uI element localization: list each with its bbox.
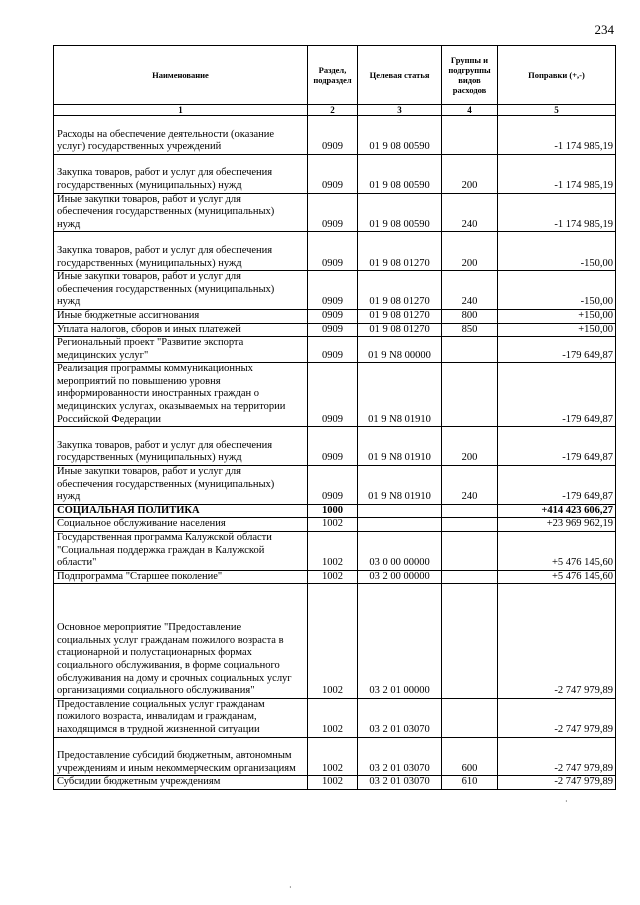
row-group: 850 [442, 323, 498, 337]
row-name-line: нужд [57, 218, 81, 230]
column-number: 4 [442, 105, 498, 116]
row-section: 1002 [308, 518, 358, 532]
table-body [54, 116, 616, 790]
row-amount: +414 423 606,27 [498, 504, 616, 518]
row-name [54, 776, 308, 790]
row-name-line: Основное мероприятие "Предоставление [57, 622, 242, 634]
row-amount: -150,00 [498, 271, 616, 310]
row-section: 1002 [308, 776, 358, 790]
row-group: 240 [442, 466, 498, 505]
table-row [54, 532, 616, 571]
row-name [54, 154, 308, 193]
row-name-line: учреждениям и иным некоммерческим организациям [57, 762, 296, 774]
row-group: 200 [442, 154, 498, 193]
row-name-line: Субсидии бюджетным учреждениям [57, 776, 221, 788]
row-name-line: медицинских услугах, оказываемых на территории [57, 401, 286, 413]
row-amount: -2 747 979,89 [498, 584, 616, 698]
row-target: 03 2 00 00000 [358, 570, 442, 584]
table-row [54, 518, 616, 532]
row-group: 600 [442, 737, 498, 776]
table-row [54, 584, 616, 698]
row-group [442, 532, 498, 571]
row-target: 01 9 08 00590 [358, 154, 442, 193]
row-name-line: Расходы на обеспечение деятельности (оказание [57, 128, 275, 140]
row-section: 0909 [308, 271, 358, 310]
header-section: Раздел, подраздел [308, 46, 358, 105]
row-name-line: Государственная программа Калужской области [57, 532, 272, 543]
row-section: 1002 [308, 532, 358, 571]
row-section: 0909 [308, 466, 358, 505]
row-amount: -2 747 979,89 [498, 776, 616, 790]
row-target: 01 9 N8 00000 [358, 337, 442, 363]
row-name-line: Закупка товаров, работ и услуг для обеспечения [57, 167, 273, 179]
row-target: 03 2 01 00000 [358, 584, 442, 698]
table-row [54, 309, 616, 323]
row-name-line: Предоставление социальных услуг гражданам [57, 698, 265, 710]
column-number: 3 [358, 105, 442, 116]
row-section: 0909 [308, 427, 358, 466]
row-amount: -2 747 979,89 [498, 737, 616, 776]
row-name [54, 309, 308, 323]
row-target: 01 9 N8 01910 [358, 466, 442, 505]
row-amount: +23 969 962,19 [498, 518, 616, 532]
row-name [54, 193, 308, 232]
table-row [54, 154, 616, 193]
row-name-line: Уплата налогов, сборов и иных платежей [57, 323, 241, 335]
table-row [54, 466, 616, 505]
table-row [54, 232, 616, 271]
table-row [54, 698, 616, 737]
row-amount: -179 649,87 [498, 466, 616, 505]
mark-dot: · [565, 797, 568, 806]
row-name-line: обеспечения государственных (муниципальных) [57, 206, 275, 218]
table-row [54, 193, 616, 232]
row-name-line: Иные закупки товаров, работ и услуг для [57, 466, 241, 478]
row-name-line: Российской Федерации [57, 413, 161, 425]
table-row [54, 504, 616, 518]
row-name [54, 737, 308, 776]
row-amount: -179 649,87 [498, 337, 616, 363]
row-name-line: находящимся в трудной жизненной ситуации [57, 723, 260, 735]
table-row [54, 776, 616, 790]
table-row [54, 116, 616, 155]
row-target: 03 2 01 03070 [358, 698, 442, 737]
row-name [54, 532, 308, 571]
row-target: 01 9 08 00590 [358, 193, 442, 232]
row-name-line: государственных (муниципальных) нужд [57, 179, 242, 191]
row-group [442, 363, 498, 427]
row-amount: -150,00 [498, 232, 616, 271]
header-amendments: Поправки (+,-) [498, 46, 616, 105]
row-name-line: организациями социального обслуживания" [57, 685, 255, 697]
row-group [442, 337, 498, 363]
row-name-line: Предоставление субсидий бюджетным, автономным [57, 750, 292, 762]
row-target [358, 518, 442, 532]
header-group: Группы и подгруппы видов расходов [442, 46, 498, 105]
row-name-line: социальных услуг гражданам пожилого возраста в [57, 634, 284, 646]
row-group: 200 [442, 427, 498, 466]
row-amount: +5 476 145,60 [498, 532, 616, 571]
header-target: Целевая статья [358, 46, 442, 105]
row-name-line: Иные бюджетные ассигнования [57, 309, 200, 321]
row-name [54, 271, 308, 310]
row-amount: -179 649,87 [498, 363, 616, 427]
row-section: 0909 [308, 309, 358, 323]
budget-table [53, 45, 616, 790]
table-row [54, 427, 616, 466]
row-group: 800 [442, 309, 498, 323]
row-name [54, 698, 308, 737]
row-name-line: СОЦИАЛЬНАЯ ПОЛИТИКА [57, 504, 200, 516]
row-name-line: области" [57, 557, 97, 569]
row-group: 240 [442, 193, 498, 232]
row-name [54, 337, 308, 363]
row-name [54, 584, 308, 698]
header-name: Наименование [54, 46, 308, 105]
row-amount: +5 476 145,60 [498, 570, 616, 584]
row-target: 01 9 08 01270 [358, 232, 442, 271]
row-section: 0909 [308, 193, 358, 232]
row-name-line: государственных (муниципальных) нужд [57, 452, 242, 464]
row-amount: -2 747 979,89 [498, 698, 616, 737]
row-amount: +150,00 [498, 323, 616, 337]
row-name-line: "Социальная поддержка граждан в Калужской [57, 544, 265, 556]
row-name-line: обслуживания на дому и срочных социальных услуг [57, 672, 292, 684]
row-amount: -1 174 985,19 [498, 154, 616, 193]
row-target [358, 504, 442, 518]
row-name-line: пожилого возраста, инвалидам и гражданам, [57, 711, 257, 723]
row-name [54, 427, 308, 466]
row-name-line: социального обслуживания, в форме социального [57, 659, 280, 671]
row-target: 03 2 01 03070 [358, 737, 442, 776]
row-name-line: Закупка товаров, работ и услуг для обеспечения [57, 439, 273, 451]
row-target: 01 9 08 01270 [358, 323, 442, 337]
row-group [442, 518, 498, 532]
row-name [54, 232, 308, 271]
row-section: 0909 [308, 154, 358, 193]
row-name [54, 466, 308, 505]
row-name-line: Региональный проект "Развитие экспорта [57, 337, 244, 349]
row-amount: -1 174 985,19 [498, 116, 616, 155]
row-amount: -1 174 985,19 [498, 193, 616, 232]
row-name [54, 518, 308, 532]
table-row [54, 737, 616, 776]
table-row [54, 337, 616, 363]
table-row [54, 323, 616, 337]
footer-dot: · [289, 883, 292, 892]
row-group [442, 584, 498, 698]
row-target: 01 9 08 01270 [358, 271, 442, 310]
row-name-line: медицинских услуг" [57, 349, 149, 361]
row-name [54, 323, 308, 337]
row-group [442, 504, 498, 518]
row-name-line: нужд [57, 491, 81, 503]
row-name-line: нужд [57, 296, 81, 308]
row-group [442, 698, 498, 737]
row-name-line: обеспечения государственных (муниципальных) [57, 283, 275, 295]
row-amount: +150,00 [498, 309, 616, 323]
row-name-line: информированности иностранных граждан о [57, 388, 260, 400]
row-name-line: услуг) государственных учреждений [57, 141, 222, 153]
table-row [54, 271, 616, 310]
row-section: 0909 [308, 232, 358, 271]
row-group [442, 570, 498, 584]
row-target: 03 0 00 00000 [358, 532, 442, 571]
row-target: 01 9 N8 01910 [358, 427, 442, 466]
row-target: 03 2 01 03070 [358, 776, 442, 790]
column-number: 1 [54, 105, 308, 116]
row-name-line: Закупка товаров, работ и услуг для обеспечения [57, 244, 273, 256]
row-name [54, 570, 308, 584]
row-section: 0909 [308, 363, 358, 427]
row-target: 01 9 08 01270 [358, 309, 442, 323]
row-group: 610 [442, 776, 498, 790]
table-header-row [54, 46, 616, 105]
row-amount: -179 649,87 [498, 427, 616, 466]
table-row [54, 363, 616, 427]
row-target: 01 9 08 00590 [358, 116, 442, 155]
column-number: 2 [308, 105, 358, 116]
row-section: 1002 [308, 698, 358, 737]
row-name [54, 504, 308, 518]
row-section: 1000 [308, 504, 358, 518]
row-name [54, 116, 308, 155]
row-section: 0909 [308, 323, 358, 337]
row-name-line: Иные закупки товаров, работ и услуг для [57, 271, 241, 283]
row-section: 1002 [308, 737, 358, 776]
row-name-line: Реализация программы коммуникационных [57, 363, 253, 375]
row-target: 01 9 N8 01910 [358, 363, 442, 427]
row-name-line: Социальное обслуживание населения [57, 518, 226, 530]
column-number-row [54, 105, 616, 116]
page-number: 234 [594, 22, 614, 37]
row-name-line: государственных (муниципальных) нужд [57, 257, 242, 269]
row-name-line: Иные закупки товаров, работ и услуг для [57, 193, 241, 205]
row-name-line: мероприятий по повышению уровня [57, 375, 221, 387]
row-section: 0909 [308, 116, 358, 155]
table-row [54, 570, 616, 584]
row-name-line: Подпрограмма "Старшее поколение" [57, 570, 223, 582]
row-group [442, 116, 498, 155]
row-name-line: стационарной и полустационарных формах [57, 647, 252, 659]
row-section: 1002 [308, 570, 358, 584]
row-group: 240 [442, 271, 498, 310]
row-name [54, 363, 308, 427]
row-section: 1002 [308, 584, 358, 698]
row-section: 0909 [308, 337, 358, 363]
row-name-line: обеспечения государственных (муниципальных) [57, 478, 275, 490]
column-number: 5 [498, 105, 616, 116]
row-group: 200 [442, 232, 498, 271]
